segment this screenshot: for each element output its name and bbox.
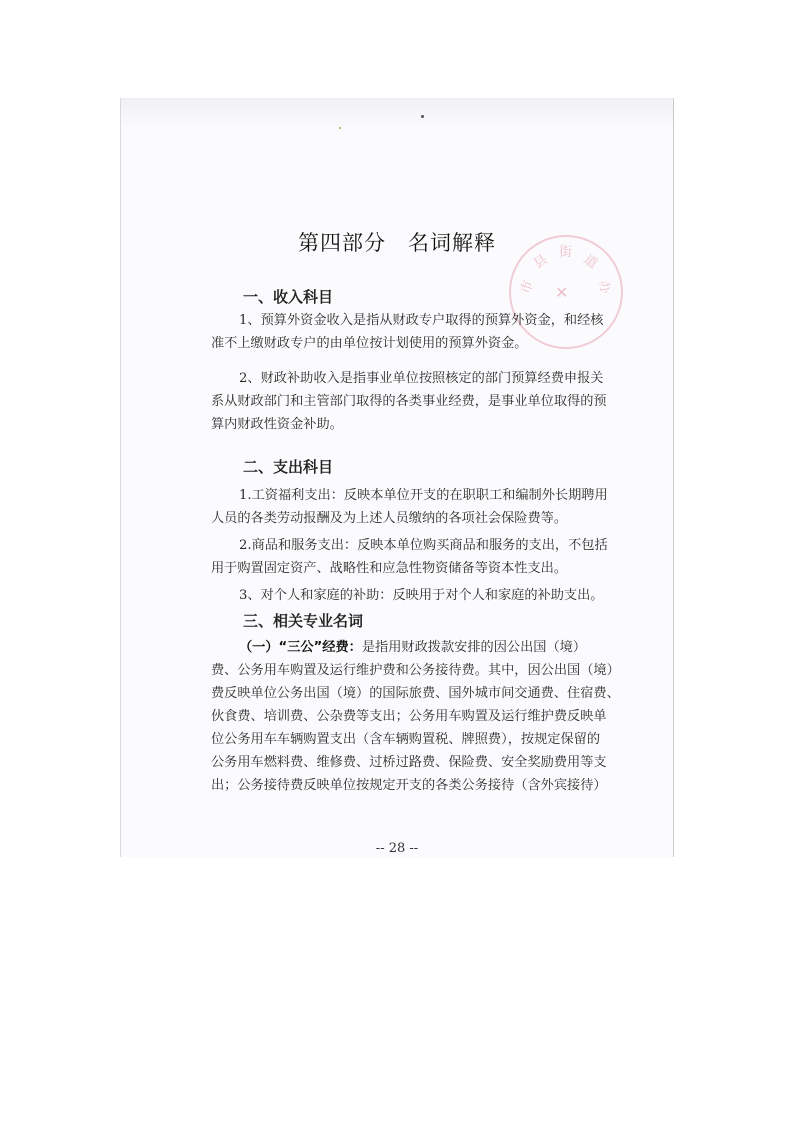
text-line: 1、预算外资金收入是指从财政专户取得的预算外资金，和经核	[239, 313, 604, 328]
text-line: 费反映单位公务出国（境）的国际旅费、国外城市间交通费、住宿费、	[211, 686, 620, 701]
section-heading-income: 一、收入科目	[243, 288, 334, 306]
scan-speck	[421, 115, 424, 118]
expense-item-3	[211, 584, 673, 607]
expense-item-2	[211, 534, 673, 580]
page-number: -- 28 --	[375, 841, 419, 856]
text-line: 准不上缴财政专户的由单位按计划使用的预算外资金。	[211, 336, 528, 351]
section-heading-expense: 二、支出科目	[243, 458, 334, 476]
income-item-1	[211, 309, 673, 355]
text-line: 费、公务用车购置及运行维护费和公务接待费。其中，因公出国（境）	[211, 663, 620, 678]
text-line: 3、对个人和家庭的补助：反映用于对个人和家庭的补助支出。	[239, 588, 604, 603]
text-line: 伙食费、培训费、公杂费等支出；公务用车购置及运行维护费反映单	[211, 709, 607, 724]
terms-paragraph	[211, 636, 673, 797]
income-item-2	[211, 367, 673, 436]
text-line: 公务用车燃料费、维修费、过桥过路费、保险费、安全奖励费用等支	[211, 755, 607, 770]
text-line	[211, 636, 673, 659]
text-line: 出；公务接待费反映单位按规定开支的各类公务接待（含外宾接待）	[211, 778, 607, 793]
text-line: 人员的各类劳动报酬及为上述人员缴纳的各项社会保险费等。	[211, 511, 568, 526]
text-line: 1.工资福利支出：反映本单位开支的在职职工和编制外长期聘用	[239, 488, 608, 503]
text-line: 系从财政部门和主管部门取得的各类事业经费，是事业单位取得的预	[211, 394, 607, 409]
term-definition: 是指用财政拨款安排的因公出国（境）	[361, 640, 587, 655]
text-line: 2、财政补助收入是指事业单位按照核定的部门预算经费申报关	[239, 371, 604, 386]
term-san-gong: （一）“三公”经费：	[239, 640, 362, 655]
section-heading-terms: 三、相关专业名词	[243, 612, 364, 630]
scan-speck	[339, 127, 341, 129]
text-line: 算内财政性资金补助。	[211, 417, 343, 432]
text-line: 2.商品和服务支出：反映本单位购买商品和服务的支出，不包括	[239, 538, 608, 553]
expense-item-1	[211, 484, 673, 530]
page-title: 第四部分 名词解释	[298, 231, 496, 255]
text-line: 位公务用车车辆购置支出（含车辆购置税、牌照费），按规定保留的	[211, 732, 601, 747]
scanned-page	[120, 98, 674, 857]
official-seal-stamp: 市 县 街 道 办 ✕	[509, 235, 623, 349]
text-line: 用于购置固定资产、战略性和应急性物资储备等资本性支出。	[211, 561, 568, 576]
